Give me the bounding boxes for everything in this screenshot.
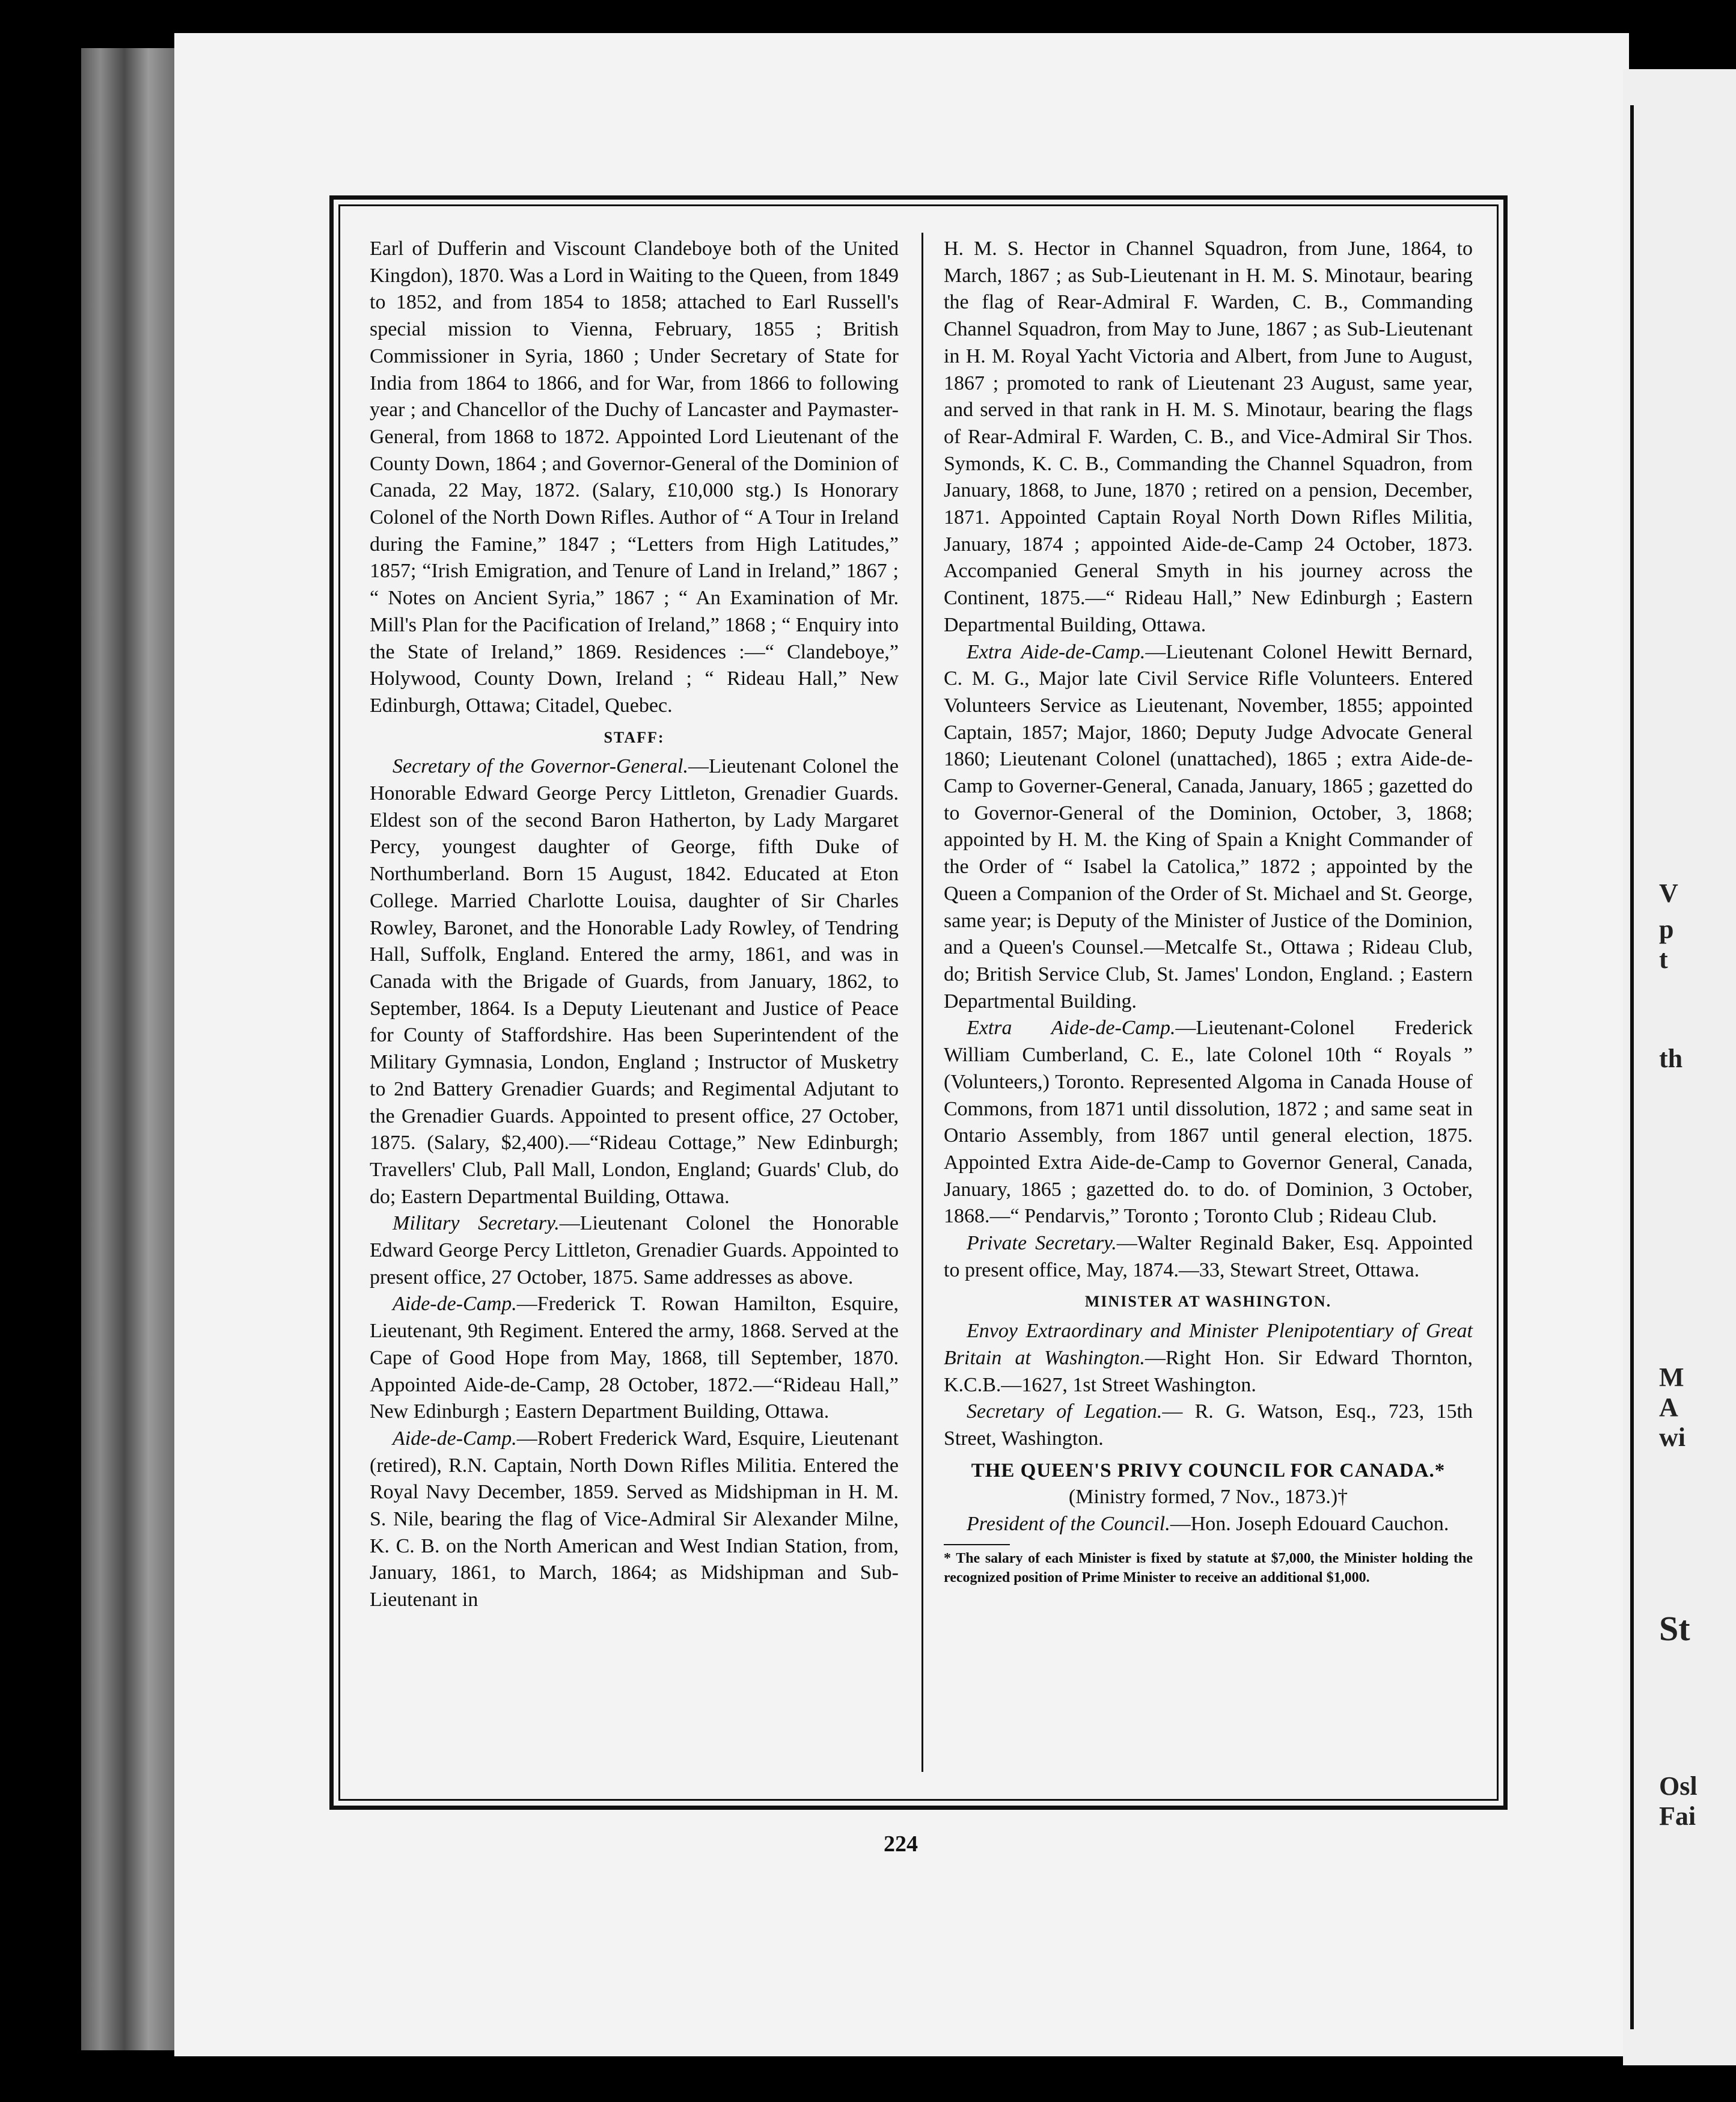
adjacent-fragment: Osl [1659,1771,1698,1801]
entry-title: President of the Council. [967,1513,1170,1536]
entry-text: —Hon. Joseph Edouard Cauchon. [1170,1513,1449,1536]
entry-title: Envoy Extraordinary and Minister Plenipotentiary of Great Britain at Washington. [944,1320,1473,1369]
book-spine [81,48,177,2050]
aide-de-camp-entry [370,1291,899,1426]
dufferin-biography: Earl of Dufferin and Viscount Clandeboye both of the United Kingdon), 1870. Was a Lord in Waiting to the Queen, from 1849 to 1852, and from 1854 to 1858; attached to Earl Russell's special mission to Vienna, February, 1855 ; British Commissioner in Syria, 1860 ; Under Secretary of State for India from 1864 to 1866, and for War, from 1866 to following year ; and Chancellor of the Duchy of Lancaster and Paymaster-General, from 1868 to 1872. Appointed Lord Lieutenant of the County Down, 1864 ; and Governor-General of the Dominion of Canada, 22 May, 1872. (Salary, £10,000 stg.) Is Honorary Colonel of the North Down Rifles. Author of “ A Tour in Ireland during the Famine,” 1847 ; “Letters from High Latitudes,” 1857; “Irish Emigration, and Tenure of Land in Ireland,” 1867 ; “ Notes on Ancient Syria,” 1867 ; “ An Examination of Mr. Mill's Plan for the Pacification of Ireland,” 1868 ; “ Enquiry into the State of Ireland,” 1869. Residences :—“ Clandeboye,” Holywood, County Down, Ireland ; “ Rideau Hall,” New Edinburgh, Ottawa; Citadel, Quebec. [370,237,899,717]
adjacent-fragment: th [1659,1044,1683,1073]
adjacent-page [1623,69,1736,2065]
envoy-entry [944,1318,1473,1399]
entry-text: —Right Hon. Sir Edward Thornton, K.C.B.—1627, 1st Street Washington. [944,1346,1473,1396]
military-secretary-entry [370,1210,899,1291]
adjacent-fragment: wi [1659,1423,1686,1452]
adjacent-fragment: M [1659,1362,1684,1392]
washington-heading: MINISTER AT WASHINGTON. [1084,1293,1332,1311]
page-number: 224 [884,1831,918,1857]
entry-title: Extra Aide-de-Camp. [967,1017,1176,1040]
entry-text: —Lieutenant Colonel the Honorable Edward George Percy Littleton, Grenadier Guards. Eldest son of the second Baron Hatherton, by Lady Margaret Percy, youngest daughter of George, fifth Duke of Northumberland. Born 15 August, 1842. Educated at Eton College. Married Charlotte Louisa, daughter of Sir Charles Rowley, Baronet, and the Honorable Lady Rowley, of Tendring Hall, Suffolk, England. Entered the army, 1861, and was in Canada with the Brigade of Guards, from January, 1862, to September, 1864. Is a Deputy Lieutenant and Justice of Peace for County of Staffordshire. Has been Superintendent of the Military Gymnasia, London, England ; Instructor of Musketry to 2nd Battery Grenadier Guards; and Regimental Adjutant to the Grenadier Guards. Appointed to present office, 27 October, 1875. (Salary, $2,400).—“Rideau Cottage,” New Edinburgh; Travellers' Club, Pall Mall, London, England; Guards' Club, do do; Eastern Departmental Building, Ottawa. [370,755,899,1208]
adjacent-fragment: Fai [1659,1801,1696,1831]
entry-text: —Lieutenant Colonel Hewitt Bernard, C. M. G., Major late Civil Service Rifle Volunteers. Entered Volunteers Service as Lieutenant, November, 1855; appointed Captain, 1857; Major, 1860; Deputy Judge Advocate General 1860; Lieutenant Colonel (unattached), 1865 ; extra Aide-de-Camp to Governer-General, Canada, January, 1865 ; gazetted do to Governor-General of the Dominion, October, 3, 1868; appointed by H. M. the King of Spain a Knight Commander of the Order of “ Isabel la Catolica,” 1872 ; appointed by the Queen a Companion of the Order of St. Michael and St. George, same year; is Deputy of the Minister of Justice of the Dominion, and a Queen's Counsel.—Metcalfe St., Ottawa ; Rideau Club, do; British Service Club, St. James' London, England. ; Eastern Departmental Building. [944,640,1473,1013]
entry-text: — R. G. Watson, Esq., 723, 15th Street, Washington. [944,1400,1473,1450]
entry-title: Secretary of Legation. [967,1400,1163,1423]
entry-text: —Robert Frederick Ward, Esquire, Lieutenant (retired), R.N. Captain, North Down Rifles Militia. Entered the Royal Navy December, 1859. Served as Midshipman in H. M. S. Nile, bearing the flag of Vice-Admiral Sir Alexander Milne, K. C. B. on the North American and West Indian Station, from, January, 1861, to March, 1864; as Midshipman and Sub-Lieutenant in [370,1427,899,1611]
adjacent-page-border [1630,105,1634,2029]
footnote: * The salary of each Minister is fixed by statute at $7,000, the Minister holding the recognized position of Prime Minister to receive an additional $1,000. [944,1550,1473,1586]
adjacent-fragment: t [1659,945,1668,974]
legation-entry [944,1399,1473,1452]
left-column [370,236,899,1614]
footnote-rule [944,1544,1010,1545]
secretary-entry [370,753,899,1210]
extra-aide-entry [944,1015,1473,1230]
aide-de-camp-entry [370,1426,899,1614]
entry-text: —Frederick T. Rowan Hamilton, Esquire, Lieutenant, 9th Regiment. Entered the army, 1868. Served at the Cape of Good Hope from May, 1868, till September, 1870. Appointed Aide-de-Camp, 28 October, 1872.—“Rideau Hall,” New Edinburgh ; Eastern Department Building, Ottawa. [370,1293,899,1423]
president-entry [944,1511,1473,1538]
entry-title: Military Secretary. [393,1212,560,1235]
adjacent-fragment: V [1659,878,1678,908]
entry-text: —Lieutenant Colonel the Honorable Edward George Percy Littleton, Grenadier Guards. Appointed to present office, 27 October, 1875. Same addresses as above. [370,1212,899,1288]
text-frame [329,195,1508,1810]
entry-text: —Lieutenant-Colonel Frederick William Cumberland, C. E., late Colonel 10th “ Royals ” (Volunteers,) Toronto. Represented Algoma in Canada House of Commons, from 1871 until dissolution, 1872 ; and same seat in Ontario Assembly, from 1867 until general election, 1875. Appointed Extra Aide-de-Camp to Governor General, Canada, January, 1865 ; gazetted do. to do. of Dominion, 3 October, 1868.—“ Pendarvis,” Toronto ; Toronto Club ; Rideau Club. [944,1017,1473,1228]
entry-title: Secretary of the Governor-General. [393,755,688,778]
ward-continuation: H. M. S. Hector in Channel Squadron, from June, 1864, to March, 1867 ; as Sub-Lieutenant in H. M. S. Minotaur, bearing the flag of Rear-Admiral F. Warden, C. B., Commanding Channel Squadron, from May to June, 1867 ; as Sub-Lieutenant in H. M. Royal Yacht Victoria and Albert, from June to August, 1867 ; promoted to rank of Lieutenant 23 August, same year, and served in that rank in H. M. S. Minotaur, bearing the flags of Rear-Admiral F. Warden, C. B., and Vice-Admiral Sir Thos. Symonds, K. C. B., Commanding the Channel Squadron, from January, 1868, to June, 1870 ; retired on a pension, December, 1871. Appointed Captain Royal North Down Rifles Militia, January, 1874 ; appointed Aide-de-Camp 24 October, 1873. Accompanied General Smyth in his journey across the Continent, 1875.—“ Rideau Hall,” New Edinburgh ; Eastern Departmental Building, Ottawa. [944,237,1473,636]
adjacent-fragment: p [1659,915,1674,944]
entry-text: —Walter Reginald Baker, Esq. Appointed to present office, May, 1874.—33, Stewart Street, Ottawa. [944,1232,1473,1281]
extra-aide-entry [944,639,1473,1016]
adjacent-fragment: St [1659,1609,1690,1648]
adjacent-fragment: A [1659,1393,1678,1422]
entry-title: Private Secretary. [967,1232,1117,1255]
privy-council-heading: THE QUEEN'S PRIVY COUNCIL FOR CANADA.* [971,1459,1446,1482]
column-divider [921,233,923,1772]
private-secretary-entry [944,1230,1473,1284]
ministry-line: (Ministry formed, 7 Nov., 1873.)† [1068,1486,1348,1509]
entry-title: Aide-de-Camp. [393,1293,517,1316]
right-column [944,236,1473,1587]
entry-title: Extra Aide-de-Camp. [967,640,1146,663]
staff-heading: STAFF: [604,728,665,746]
entry-title: Aide-de-Camp. [393,1427,517,1450]
